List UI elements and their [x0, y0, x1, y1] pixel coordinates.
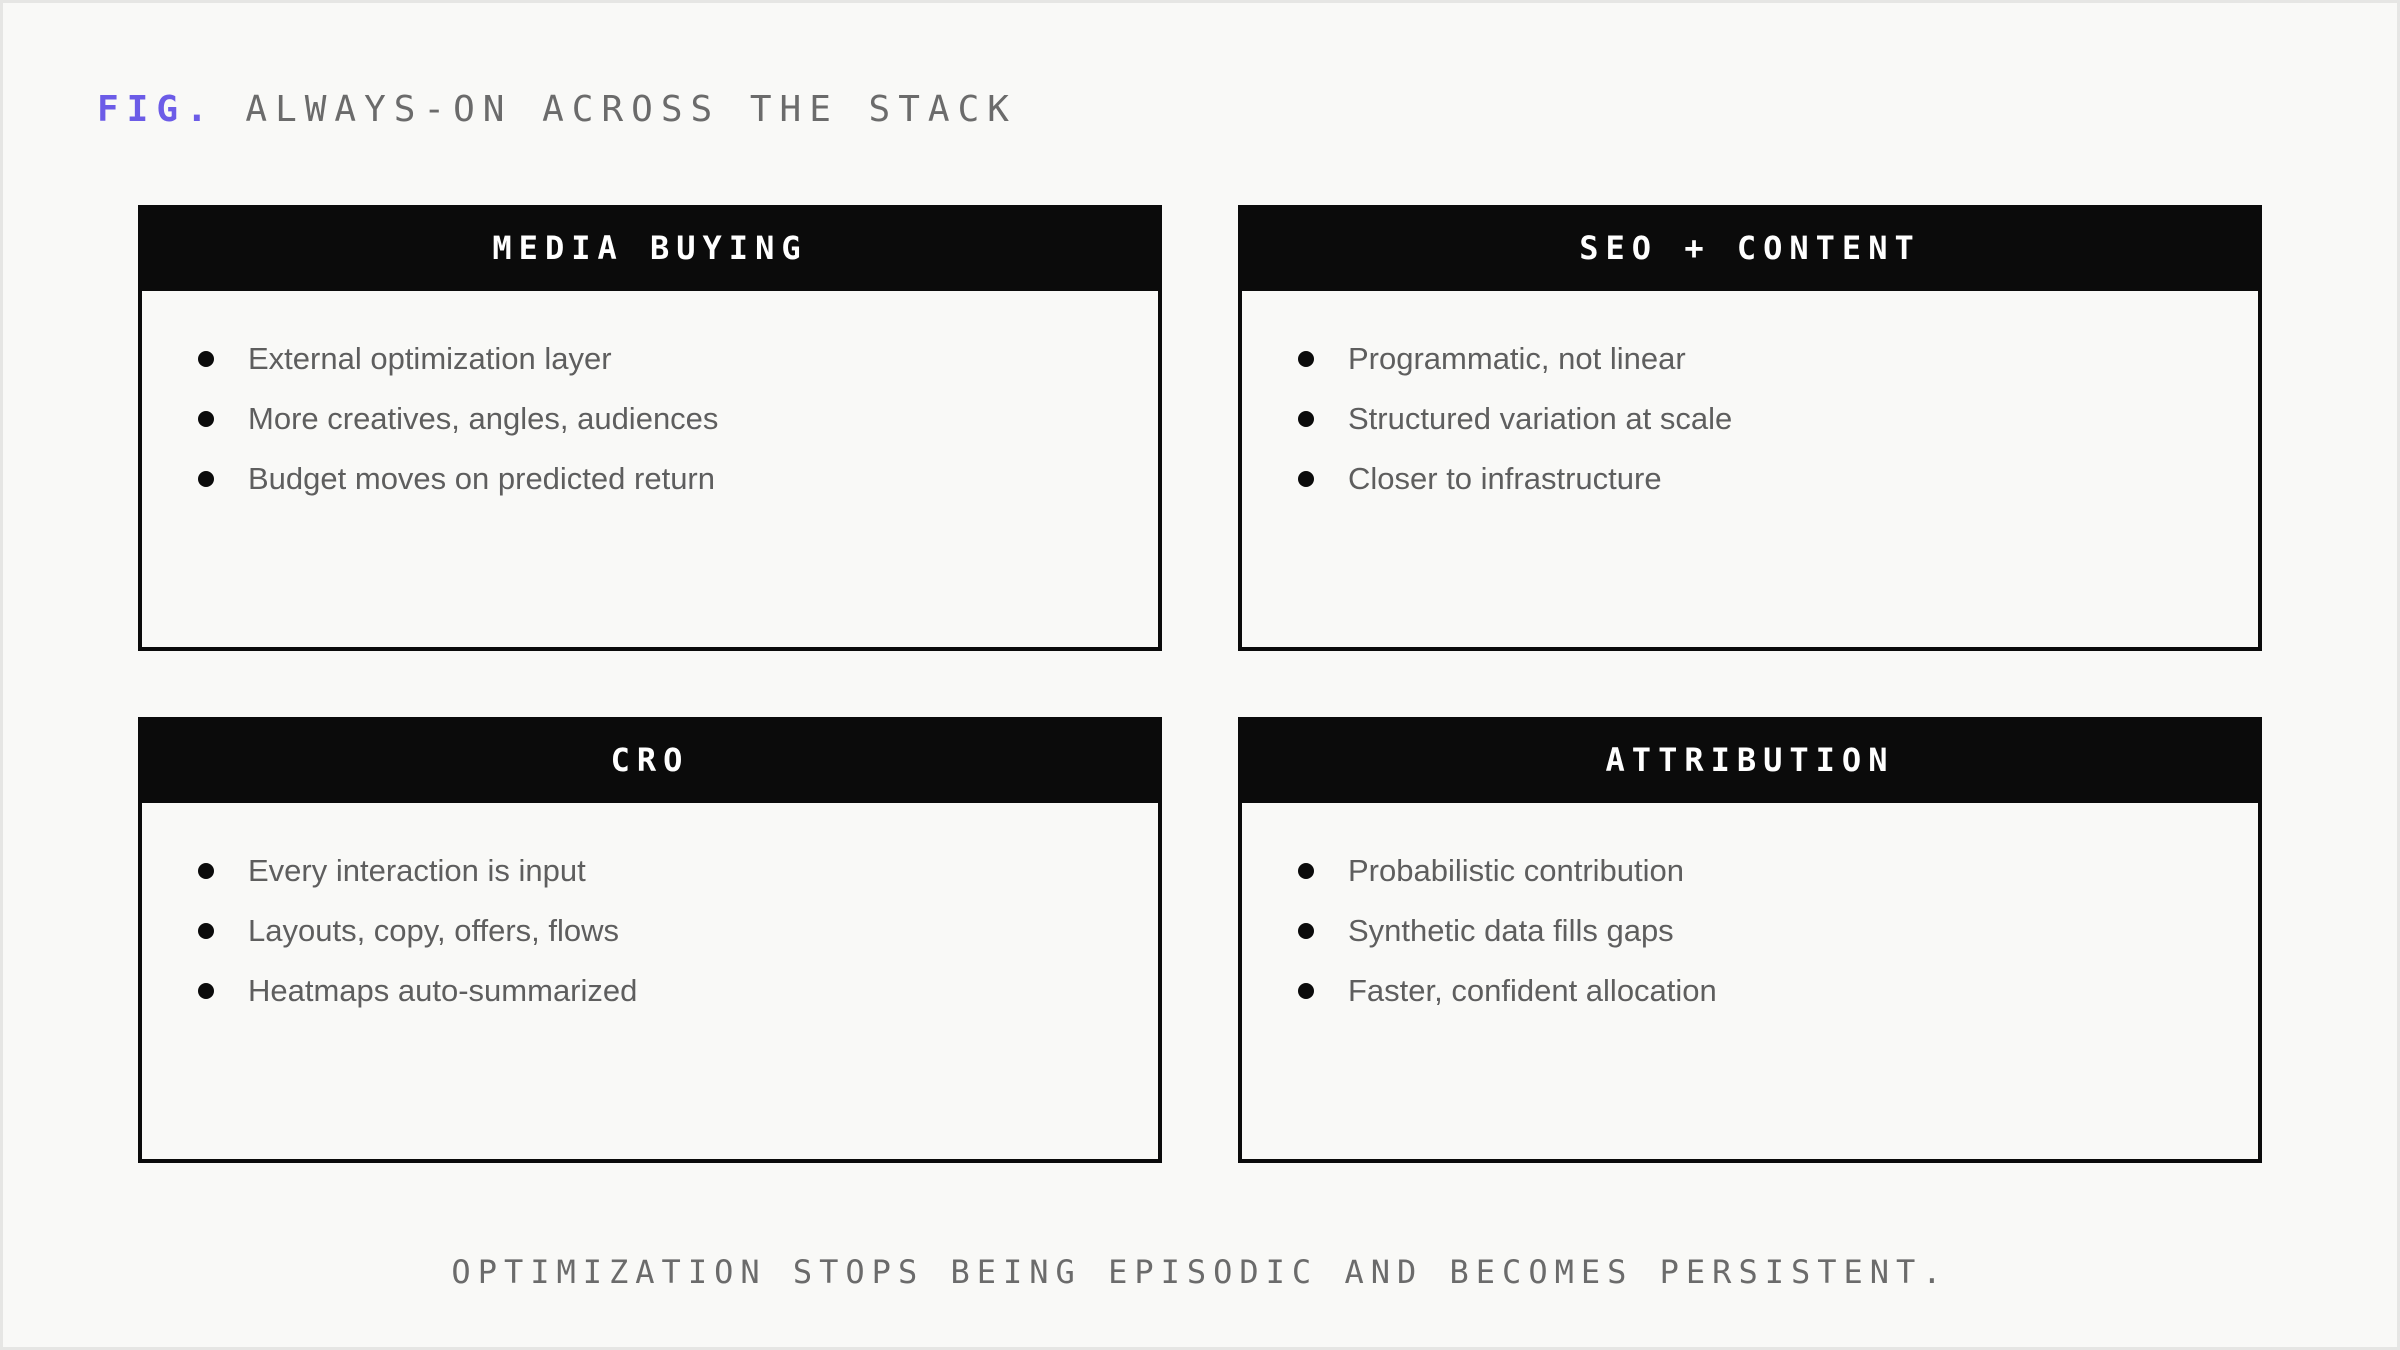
list-item	[198, 389, 1158, 449]
bullet-icon	[198, 411, 214, 427]
bullet-icon	[198, 471, 214, 487]
list-item	[198, 329, 1158, 389]
card-header: MEDIA BUYING	[138, 205, 1162, 291]
card-attribution	[1238, 717, 2262, 1163]
list-item	[198, 449, 1158, 509]
list-item-text: Probabilistic contribution	[1348, 853, 1685, 888]
bullet-icon	[198, 863, 214, 879]
card-list	[142, 803, 1158, 1021]
card-list	[1242, 291, 2258, 509]
bullet-icon	[198, 351, 214, 367]
bullet-icon	[198, 923, 214, 939]
figure-tag: FIG.	[97, 89, 216, 130]
slide	[3, 3, 2397, 1347]
card-list	[142, 291, 1158, 509]
list-item	[1298, 841, 2258, 901]
footer-caption: OPTIMIZATION STOPS BEING EPISODIC AND BECOMES PERSISTENT.	[451, 1253, 1949, 1291]
figure-title-text: ALWAYS-ON ACROSS THE STACK	[245, 89, 1017, 130]
bullet-icon	[1298, 351, 1314, 367]
figure-title	[97, 89, 1017, 130]
bullet-icon	[1298, 471, 1314, 487]
bullet-icon	[1298, 983, 1314, 999]
list-item-text: Faster, confident allocation	[1348, 973, 1717, 1008]
card-header: ATTRIBUTION	[1238, 717, 2262, 803]
bullet-icon	[1298, 863, 1314, 879]
list-item	[1298, 389, 2258, 449]
card-cro	[138, 717, 1162, 1163]
card-header: SEO + CONTENT	[1238, 205, 2262, 291]
card-media-buying	[138, 205, 1162, 651]
bullet-icon	[198, 983, 214, 999]
list-item-text: More creatives, angles, audiences	[248, 401, 719, 436]
list-item	[1298, 961, 2258, 1021]
list-item-text: Structured variation at scale	[1348, 401, 1733, 436]
list-item-text: External optimization layer	[248, 341, 612, 376]
list-item	[1298, 449, 2258, 509]
list-item	[198, 841, 1158, 901]
card-header: CRO	[138, 717, 1162, 803]
list-item	[1298, 329, 2258, 389]
list-item-text: Every interaction is input	[248, 853, 586, 888]
list-item-text: Programmatic, not linear	[1348, 341, 1686, 376]
bullet-icon	[1298, 411, 1314, 427]
list-item-text: Budget moves on predicted return	[248, 461, 715, 496]
list-item	[198, 901, 1158, 961]
card-seo-content	[1238, 205, 2262, 651]
list-item-text: Layouts, copy, offers, flows	[248, 913, 620, 948]
list-item	[1298, 901, 2258, 961]
list-item-text: Synthetic data fills gaps	[1348, 913, 1674, 948]
list-item-text: Closer to infrastructure	[1348, 461, 1662, 496]
list-item-text: Heatmaps auto-summarized	[248, 973, 638, 1008]
card-list	[1242, 803, 2258, 1021]
bullet-icon	[1298, 923, 1314, 939]
list-item	[198, 961, 1158, 1021]
